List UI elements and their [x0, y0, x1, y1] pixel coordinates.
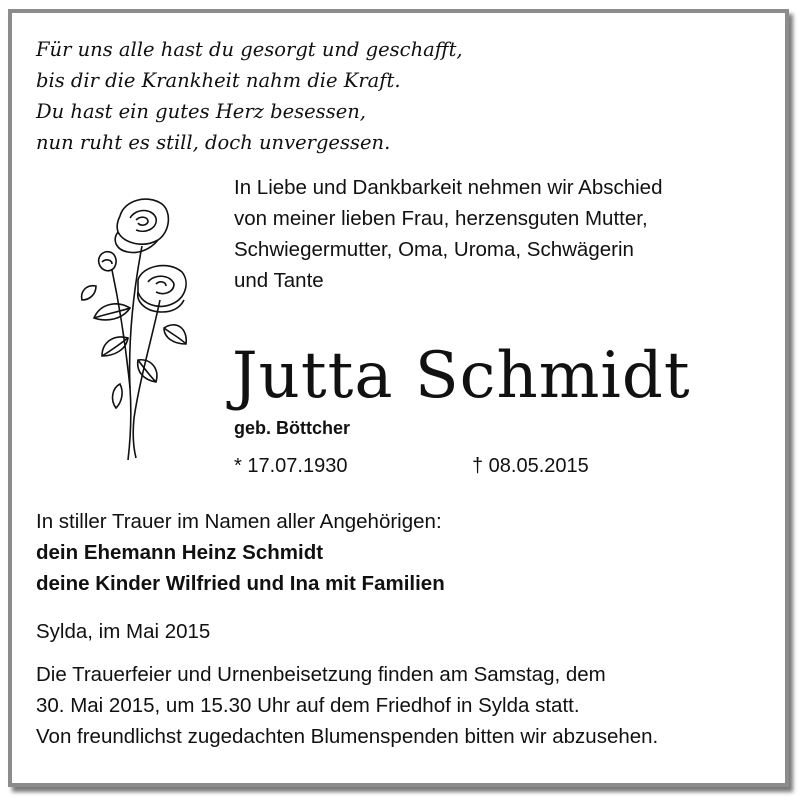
poem-line: Für uns alle hast du gesorgt und geschafft, — [36, 38, 463, 61]
mourners-block — [36, 506, 445, 599]
info-line: Die Trauerfeier und Urnenbeisetzung finden am Samstag, dem — [36, 663, 606, 686]
deceased-name: Jutta Schmidt — [232, 339, 691, 413]
rose-icon — [72, 188, 202, 468]
info-line: 30. Mai 2015, um 15.30 Uhr auf dem Friedhof in Sylda statt. — [36, 694, 580, 717]
info-line: Von freundlichst zugedachten Blumenspenden bitten wir abzusehen. — [36, 725, 659, 748]
mourners-intro: In stiller Trauer im Namen aller Angehörigen: — [36, 510, 442, 533]
ceremony-info — [36, 659, 658, 752]
mourner-line: deine Kinder Wilfried und Ina mit Familien — [36, 572, 445, 595]
poem — [36, 34, 463, 158]
poem-line: bis dir die Krankheit nahm die Kraft. — [36, 69, 401, 92]
poem-line: nun ruht es still, doch unvergessen. — [36, 131, 391, 154]
poem-line: Du hast ein gutes Herz besessen, — [36, 100, 366, 123]
birth-date: * 17.07.1930 — [234, 455, 348, 477]
farewell-line: und Tante — [234, 269, 324, 292]
maiden-name: geb. Böttcher — [234, 418, 351, 438]
farewell-line: Schwiegermutter, Oma, Uroma, Schwägerin — [234, 238, 634, 261]
death-date: † 08.05.2015 — [472, 455, 589, 477]
place-date: Sylda, im Mai 2015 — [36, 620, 211, 643]
farewell-line: von meiner lieben Frau, herzensguten Mutter, — [234, 207, 648, 230]
mourner-line: dein Ehemann Heinz Schmidt — [36, 541, 324, 564]
farewell-line: In Liebe und Dankbarkeit nehmen wir Abschied — [234, 176, 663, 199]
farewell-text — [234, 172, 663, 296]
